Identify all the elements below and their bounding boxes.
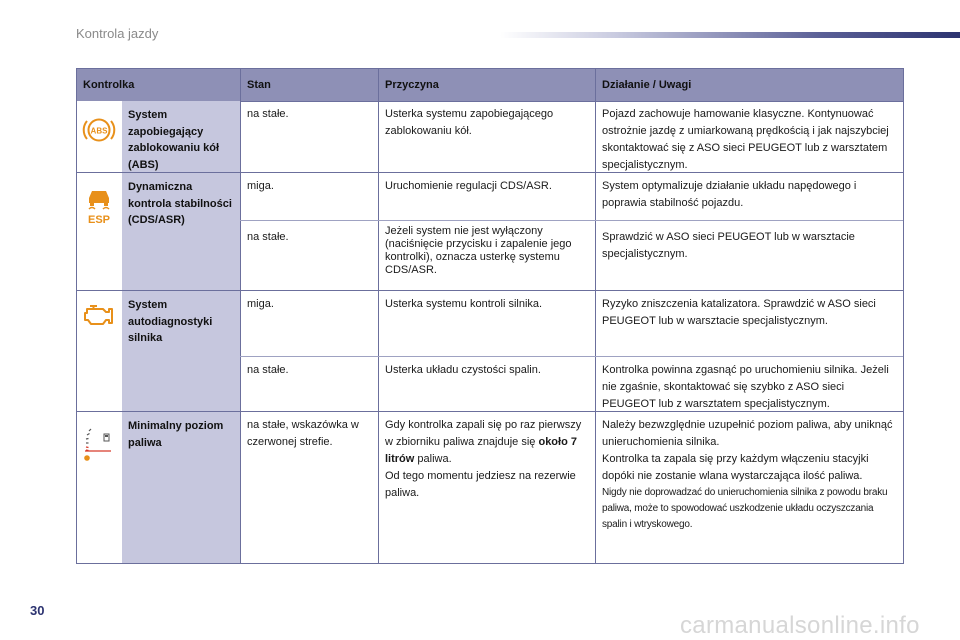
fuel-stan: na stałe, wskazówka w czerwonej strefie. xyxy=(240,412,378,563)
esp-label: Dynamiczna kontrola stabilności (CDS/ASR) xyxy=(122,173,240,290)
engine-dzialanie-1: Ryzyko zniszczenia katalizatora. Sprawdzić w ASO sieci PEUGEOT lub w warsztacie specjalistycznym. xyxy=(595,291,903,356)
engine-przyczyna-1: Usterka systemu kontroli silnika. xyxy=(378,291,595,356)
fuel-dzialanie-2: Kontrolka ta zapala się przy każdym włączeniu stacyjki dopóki nie zostanie wlana wystarczająca ilość paliwa. xyxy=(602,453,869,482)
fuel-przyczyna-text: Gdy kontrolka zapali się po raz pierwszy w zbiorniku paliwa znajduje się około 7 litrów paliwa. xyxy=(385,419,582,465)
esp-przyczyna-2: Jeżeli system nie jest wyłączony (naciśnięcie przycisku i zapalenie jego kontrolki), oznacza usterkę systemu CDS/ASR. xyxy=(378,221,595,290)
header-dzialanie: Działanie / Uwagi xyxy=(595,69,903,101)
page-number: 30 xyxy=(30,603,45,618)
fuel-przyczyna xyxy=(378,412,595,563)
engine-stan-2: na stałe. xyxy=(240,357,378,411)
fuel-dzialanie xyxy=(595,412,903,563)
abs-label: System zapobiegający zablokowaniu kół (ABS) xyxy=(122,101,240,172)
engine-icon xyxy=(81,301,117,334)
engine-dzialanie-2: Kontrolka powinna zgasnąć po uruchomieniu silnika. Jeżeli nie zgaśnie, skontaktować się szybko z ASO sieci PEUGEOT lub z warsztatem specjalistycznym. xyxy=(595,357,903,411)
engine-label: System autodiagnostyki silnika xyxy=(122,291,240,411)
engine-przyczyna-2: Usterka układu czystości spalin. xyxy=(378,357,595,411)
table-header-row xyxy=(77,69,903,102)
header-stan: Stan xyxy=(240,69,378,101)
warning-lights-table xyxy=(76,68,904,564)
esp-dzialanie-1: System optymalizuje działanie układu napędowego i poprawia stabilność pojazdu. xyxy=(595,173,903,220)
esp-dzialanie-2: Sprawdzić w ASO sieci PEUGEOT lub w warsztacie specjalistycznym. xyxy=(595,221,903,290)
engine-stan-1: miga. xyxy=(240,291,378,356)
header-decoration-bar xyxy=(500,32,960,38)
abs-dzialanie: Pojazd zachowuje hamowanie klasyczne. Kontynuować ostrożnie jazdę z umiarkowaną prędkością i jak najszybciej skontaktować się z ASO sieci PEUGEOT lub z warsztatem specjalistycznym. xyxy=(595,101,903,172)
fuel-gauge-icon xyxy=(81,422,117,467)
header-przyczyna: Przyczyna xyxy=(378,69,595,101)
svg-text:ABS: ABS xyxy=(90,126,108,136)
abs-stan: na stałe. xyxy=(240,101,378,172)
watermark: carmanualsonline.info xyxy=(680,612,920,639)
header-kontrolka: Kontrolka xyxy=(83,79,135,91)
esp-przyczyna-1: Uruchomienie regulacji CDS/ASR. xyxy=(378,173,595,220)
abs-icon xyxy=(81,115,117,150)
fuel-przyczyna-reserve: Od tego momentu jedziesz na rezerwie paliwa. xyxy=(385,470,576,499)
svg-text:ESP: ESP xyxy=(87,214,111,225)
esp-icon xyxy=(81,185,117,230)
abs-przyczyna: Usterka systemu zapobiegającego zablokowaniu kół. xyxy=(378,101,595,172)
fuel-label: Minimalny poziom paliwa xyxy=(122,412,240,563)
page-header-title: Kontrola jazdy xyxy=(76,26,159,41)
fuel-liters-emphasis: około 7 litrów xyxy=(385,436,577,465)
fuel-dzialanie-note: Nigdy nie doprowadzać do unieruchomienia silnika z powodu braku paliwa, może to spowodować uszkodzenie układu oczyszczania spalin i wtryskowego. xyxy=(602,487,888,530)
fuel-dzialanie-1: Należy bezwzględnie uzupełnić poziom paliwa, aby uniknąć unieruchomienia silnika. xyxy=(602,419,893,448)
esp-stan-2: na stałe. xyxy=(240,221,378,290)
esp-stan-1: miga. xyxy=(240,173,378,220)
